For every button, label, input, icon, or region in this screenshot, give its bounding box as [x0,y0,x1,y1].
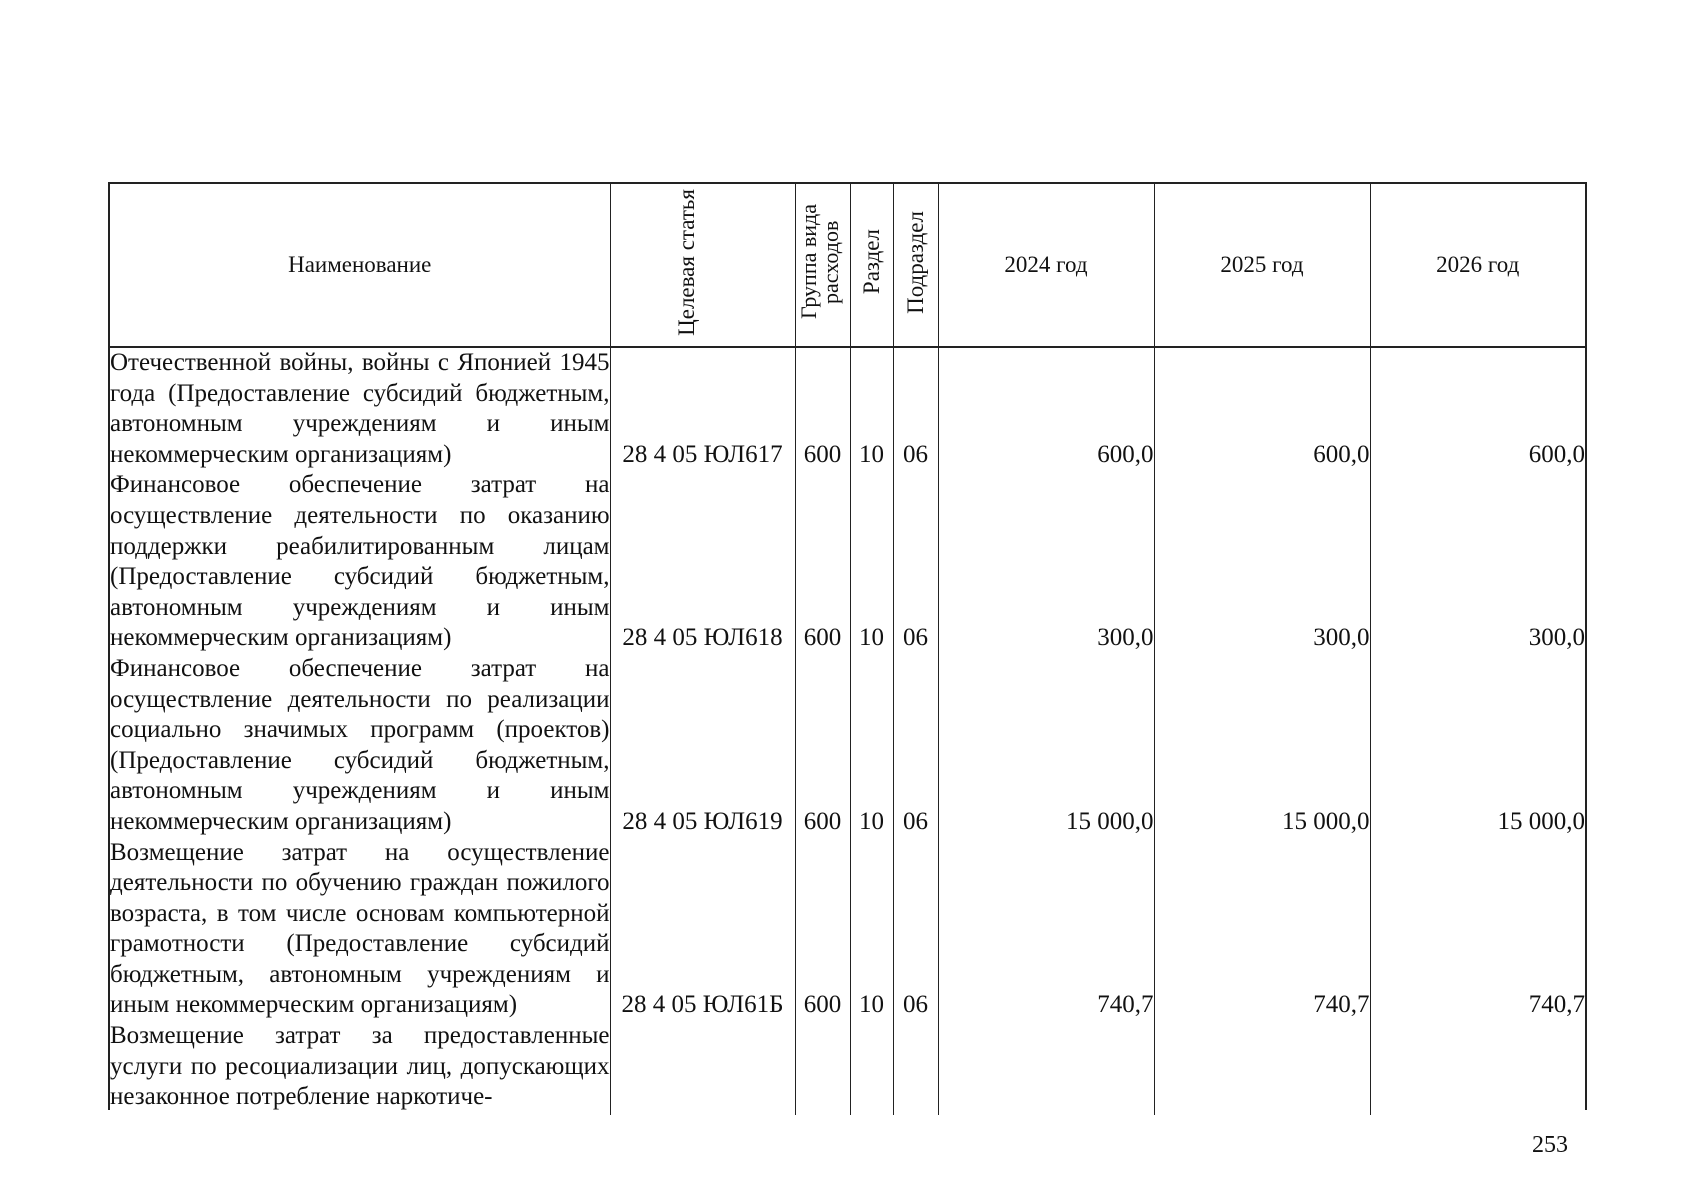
header-code-label: Целевая статья [673,188,699,336]
row-subsection: 06 [893,654,938,838]
table-header-row [110,184,1585,347]
row-2026: 740,7 [1528,991,1585,1019]
header-name: Наименование [110,184,610,347]
row-2024: 300,0 [938,470,1154,654]
row-code: 28 4 05 ЮЛ617 [610,347,795,470]
row-name: Возмещение затрат за предоставленные услуги по ресоциализации лиц, допускающих незаконное потребление наркотиче- [110,1021,610,1115]
header-2026: 2026 год [1370,184,1585,347]
header-subsection-label: Подраздел [903,210,928,314]
empty-cell [893,1021,938,1115]
row-subsection: 06 [893,838,938,1022]
header-2024: 2024 год [938,184,1154,347]
row-2025: 15 000,0 [1154,654,1370,838]
row-2024: 15 000,0 [938,654,1154,838]
row-subsection: 06 [893,470,938,654]
row-2026: 300,0 [1528,624,1585,652]
empty-cell [1370,1021,1585,1115]
row-code: 28 4 05 ЮЛ61Б [610,838,795,1022]
empty-cell [1154,1021,1370,1115]
row-section: 10 [850,838,893,1022]
header-section-label: Раздел [859,229,884,295]
header-code [610,184,795,347]
page-number: 253 [1532,1132,1568,1158]
header-group-label: Группа вида расходов [795,204,843,320]
row-name: Финансовое обеспечение затрат на осуществление деятельности по оказанию поддержки реабилитированным лицам (Предоставление субсидий бюджетным, автономным учреждениям и иным некоммерческим организациям) [110,470,610,654]
row-name: Финансовое обеспечение затрат на осуществление деятельности по реализации социально значимых программ (проектов) (Предоставление субсидий бюджетным, автономным учреждениям и иным некоммерческим организациям) [110,654,610,838]
empty-cell [850,1021,893,1115]
row-group: 600 [795,654,850,838]
budget-table [110,184,1585,1115]
row-section: 10 [850,470,893,654]
budget-table-frame [108,182,1587,1110]
row-name: Отечественной войны, войны с Японией 1945 года (Предоставление субсидий бюджетным, автономным учреждениям и иным некоммерческим организациям) [110,347,610,470]
row-2026: 600,0 [1528,440,1585,468]
row-2025: 300,0 [1154,470,1370,654]
header-subsection [893,184,938,347]
row-2025: 740,7 [1154,838,1370,1022]
row-group: 600 [795,838,850,1022]
table-row [110,838,1585,1022]
row-group: 600 [795,470,850,654]
row-2024: 600,0 [938,347,1154,470]
empty-cell [795,1021,850,1115]
table-row [110,347,1585,470]
row-section: 10 [850,347,893,470]
row-group: 600 [795,347,850,470]
empty-cell [938,1021,1154,1115]
header-2025: 2025 год [1154,184,1370,347]
row-code: 28 4 05 ЮЛ618 [610,470,795,654]
header-section [850,184,893,347]
empty-cell [610,1021,795,1115]
row-2025: 600,0 [1154,347,1370,470]
table-row [110,654,1585,838]
row-2026: 15 000,0 [1497,807,1585,835]
row-name: Возмещение затрат на осуществление деятельности по обучению граждан пожилого возраста, в том числе основам компьютерной грамотности (Предоставление субсидий бюджетным, автономным учреждениям и иным некоммерческим организациям) [110,838,610,1022]
row-code: 28 4 05 ЮЛ619 [610,654,795,838]
table-row-continued [110,1021,1585,1115]
row-subsection: 06 [893,347,938,470]
row-2024: 740,7 [938,838,1154,1022]
row-section: 10 [850,654,893,838]
header-group [795,184,850,347]
table-row [110,470,1585,654]
